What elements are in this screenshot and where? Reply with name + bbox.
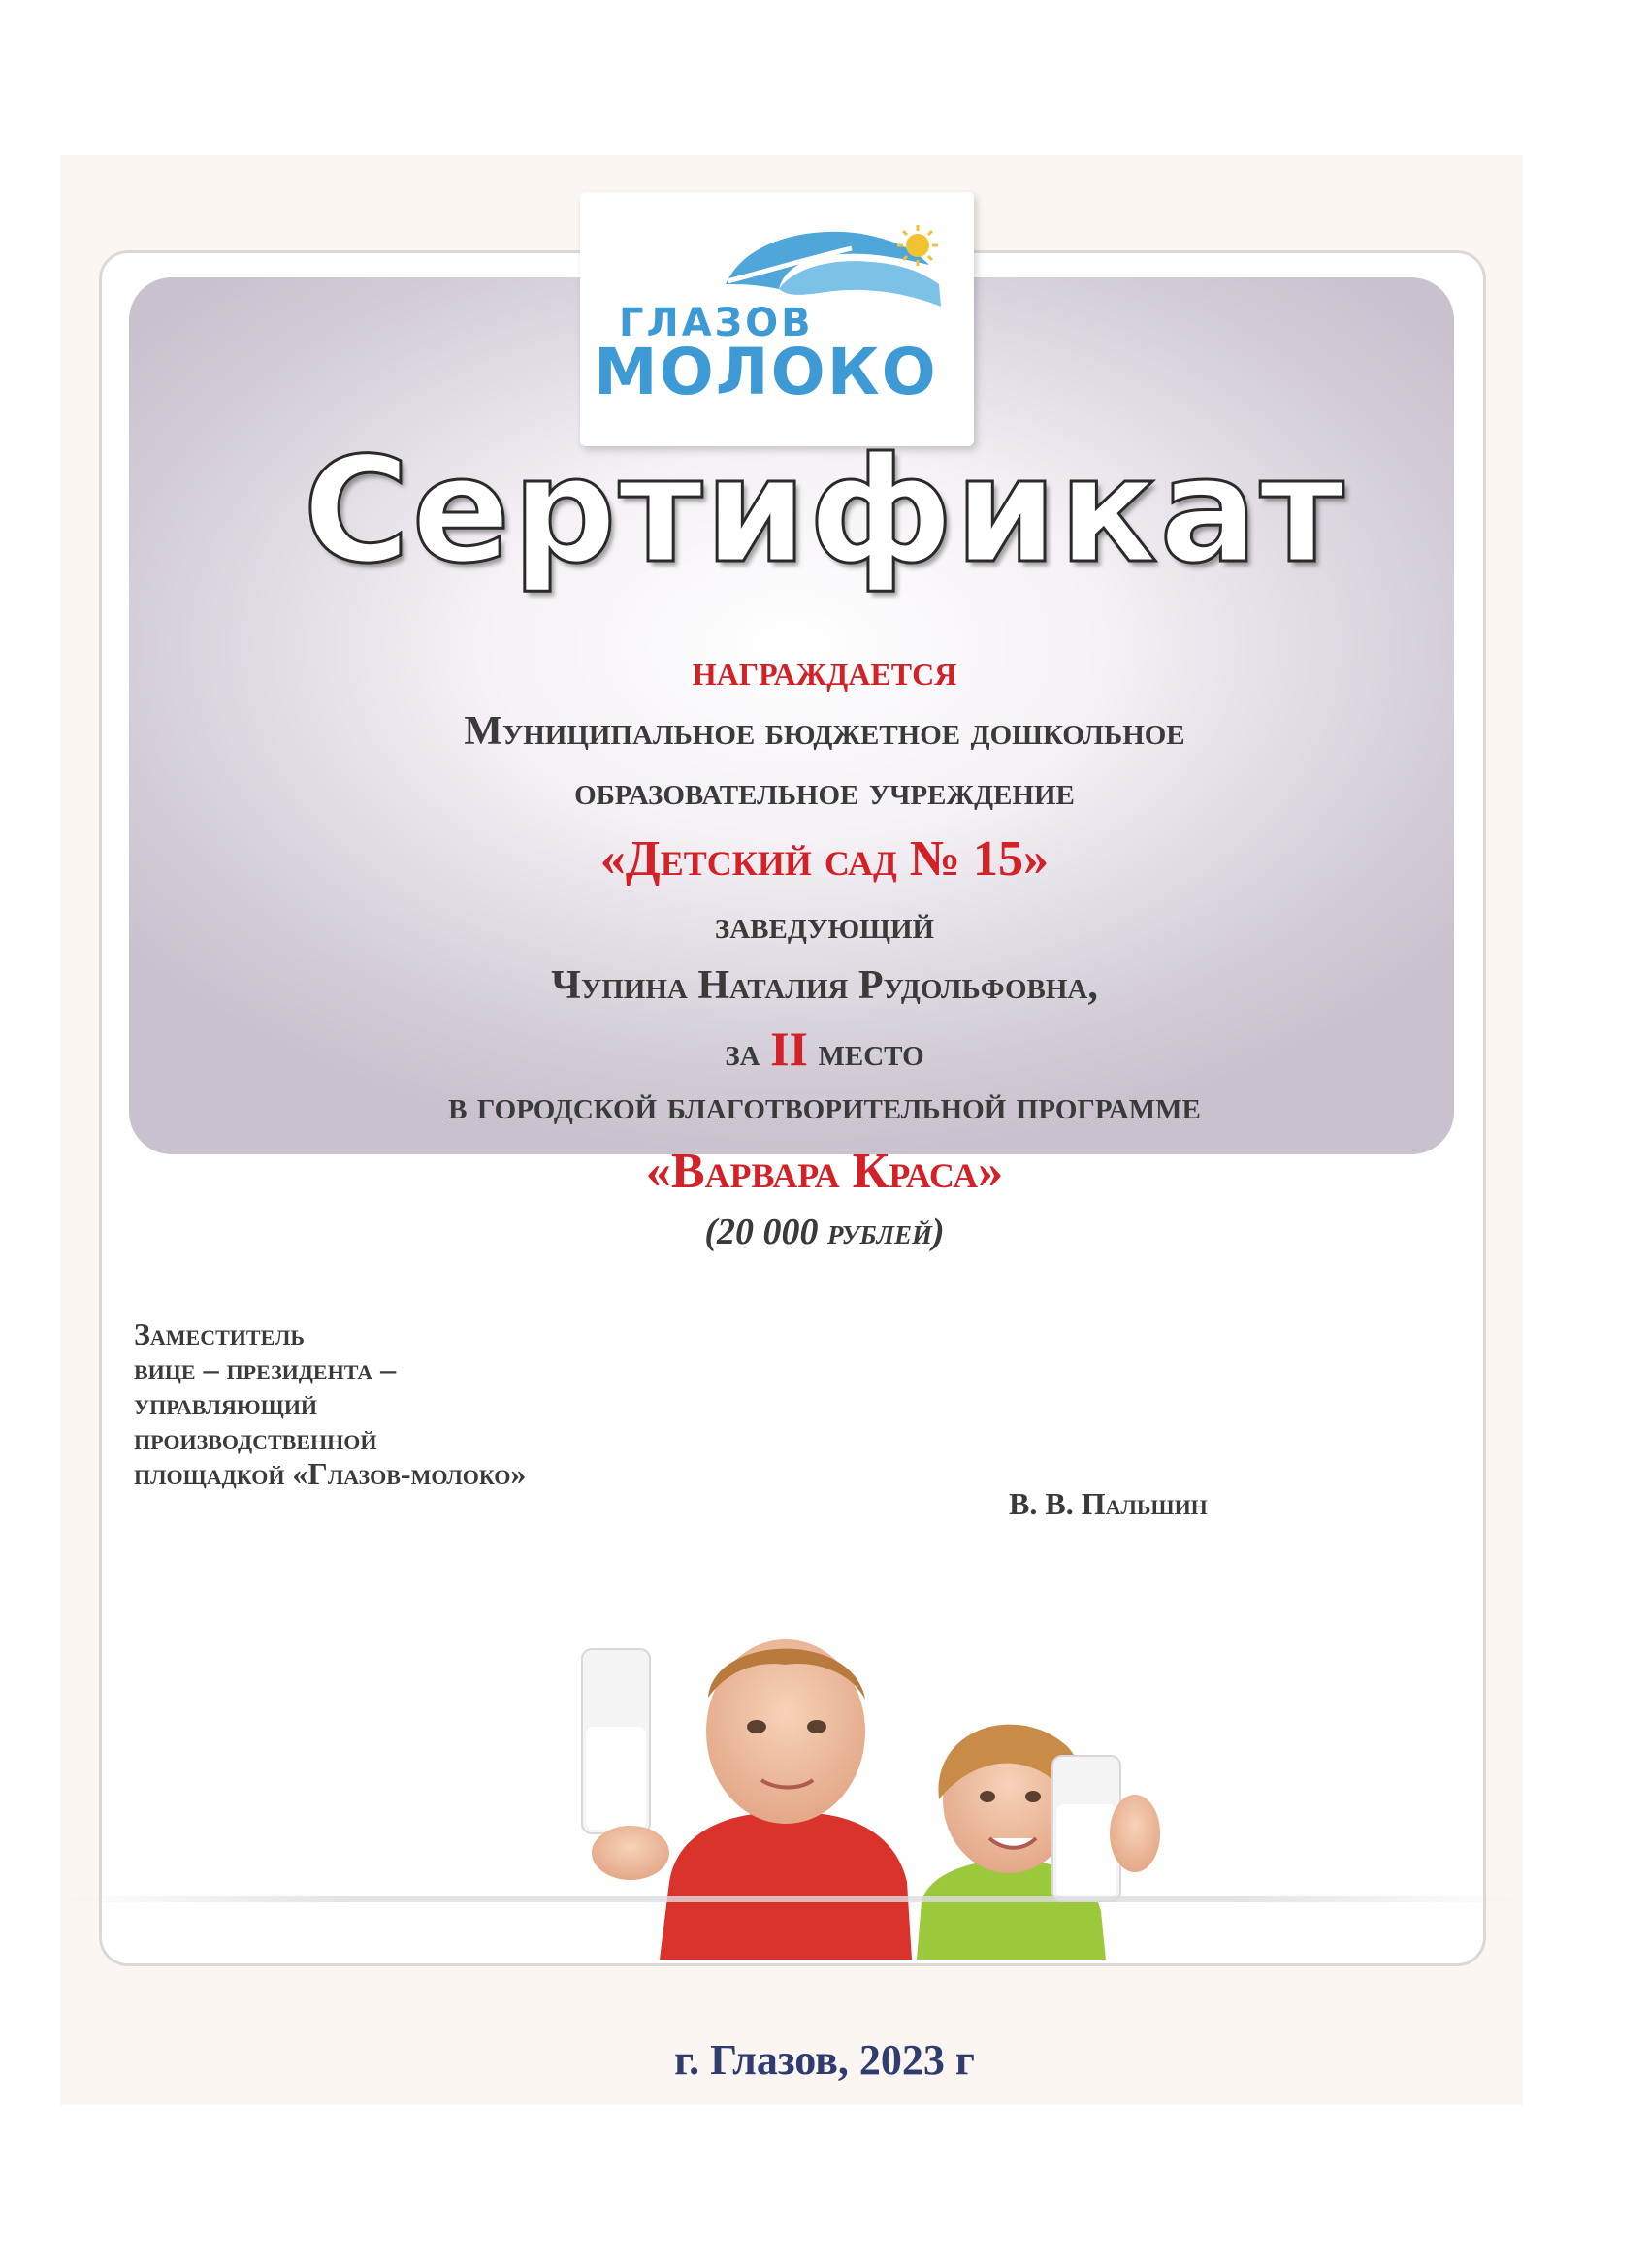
program-line: в городской благотворительной программе [448,1084,1201,1128]
company-logo [580,192,974,446]
signatory-title-line: производственной [134,1421,377,1456]
logo-text-top: ГЛАЗОВ [619,301,814,345]
organization-name: «Детский сад № 15» [599,831,1050,887]
place-prefix: за [725,1030,760,1075]
signatory-name: В. В. Пальшин [1009,1486,1208,1521]
recipient-position: заведующий [714,903,935,948]
organization-line-2: образовательное учреждение [574,769,1075,814]
signatory-title [134,1316,526,1491]
recipient-name: Чупина Наталия Рудольфовна, [551,963,1098,1008]
certificate-title: Сертификат [303,427,1346,596]
organization-line-1: Муниципальное бюджетное дошкольное [464,709,1185,754]
place-number: II [770,1021,808,1076]
signatory-title-line: Заместитель [134,1316,305,1351]
program-name: «Варвара Краса» [645,1144,1004,1199]
place-and-date: г. Глазов, 2023 г [674,2036,975,2084]
logo-text-bottom: МОЛОКО [594,335,938,409]
place-suffix: место [818,1030,924,1075]
awarded-heading: награждается [692,645,957,695]
place-line [0,1021,1649,1077]
image-fade-line [60,1896,1523,1902]
signatory-title-line: площадкой «Глазов-молоко» [134,1456,527,1491]
children-with-milk-image [563,1591,1164,1960]
prize-amount: (20 000 рублей) [704,1212,945,1252]
signatory-title-line: управляющий [134,1386,318,1421]
signatory-title-line: вице – президента – [134,1351,397,1386]
